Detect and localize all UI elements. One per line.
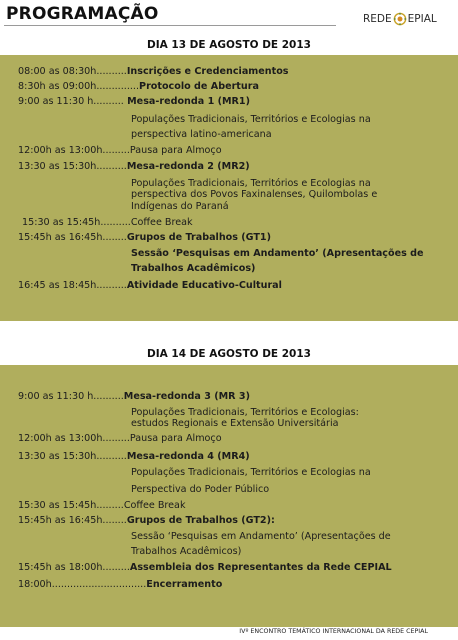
mr3-detail-line: Populações Tradicionais, Territórios e Ecologias:	[131, 407, 359, 418]
schedule-row	[18, 144, 222, 158]
event-footer: IVº ENCONTRO TEMÁTICO INTERNACIONAL DA REDE CEPIAL	[239, 628, 428, 635]
row-activity: Mesa-redonda 4 (MR4)	[126, 451, 250, 462]
schedule-row	[18, 450, 250, 464]
mr2-detail-line: Indígenas do Paraná	[131, 201, 229, 212]
row-time: 15:30 as 15:45h.........	[18, 500, 124, 511]
row-time: 15:45h as 18:00h.........	[18, 562, 130, 573]
day1-schedule-panel	[0, 55, 458, 321]
schedule-row	[18, 80, 259, 94]
day2-date-heading: DIA 14 DE AGOSTO DE 2013	[147, 348, 311, 360]
rede-cepial-logo	[363, 8, 453, 30]
schedule-row	[18, 561, 392, 575]
row-time: 12:00h as 13:00h.........	[18, 145, 130, 156]
row-time: 13:30 as 15:30h..........	[18, 451, 127, 462]
gt2-detail-line: Trabalhos Acadêmicos)	[131, 546, 242, 557]
sun-circle-icon	[393, 12, 407, 26]
schedule-row	[18, 578, 222, 592]
schedule-row	[18, 95, 250, 109]
row-activity: Encerramento	[146, 579, 223, 590]
row-time: 18:00h...............................	[18, 579, 147, 590]
row-activity: Mesa-redonda 1 (MR1)	[123, 96, 250, 107]
mr2-detail-line: perspectiva dos Povos Faxinalenses, Quilombolas e	[131, 189, 378, 200]
row-activity: Protocolo de Abertura	[139, 81, 259, 92]
row-activity: Pausa para Almoço	[129, 145, 222, 156]
schedule-row	[18, 499, 186, 513]
mr1-detail-line: Populações Tradicionais, Territórios e Ecologias na	[131, 114, 371, 125]
row-activity: Assembleia dos Representantes da Rede CEPIAL	[129, 562, 392, 573]
row-time: 8:30h as 09:00h..............	[18, 81, 140, 92]
title-divider	[4, 25, 336, 26]
schedule-row	[18, 160, 250, 174]
row-time: 9:00 as 11:30 h..........	[18, 391, 124, 402]
schedule-row	[18, 514, 275, 528]
gt1-detail-line: Trabalhos Acadêmicos)	[131, 263, 256, 274]
mr1-detail-line: perspectiva latino-americana	[131, 129, 272, 140]
mr4-detail-line: Populações Tradicionais, Territórios e Ecologias na	[131, 467, 371, 478]
schedule-row	[18, 65, 289, 79]
gt2-detail-line: Sessão ‘Pesquisas em Andamento’ (Apresentações de	[131, 531, 391, 542]
logo-text-rede: REDE	[363, 13, 392, 25]
schedule-row	[18, 390, 250, 404]
schedule-row	[18, 432, 222, 446]
row-time: 15:45h as 16:45h........	[18, 515, 127, 526]
logo-text-epial: EPIAL	[407, 13, 437, 25]
row-activity: Atividade Educativo-Cultural	[126, 280, 282, 291]
day1-date-heading: DIA 13 DE AGOSTO DE 2013	[147, 39, 311, 51]
day2-schedule-panel	[0, 365, 458, 627]
row-time: 12:00h as 13:00h.........	[18, 433, 130, 444]
page-title: PROGRAMAÇÃO	[6, 4, 159, 24]
gt1-detail-line: Sessão ‘Pesquisas em Andamento’ (Apresentações de	[131, 248, 424, 259]
row-activity: Inscrições e Credenciamentos	[126, 66, 289, 77]
schedule-row	[22, 216, 193, 230]
row-time: 15:45h as 16:45h........	[18, 232, 127, 243]
mr4-detail-line: Perspectiva do Poder Público	[131, 484, 270, 495]
row-time: 9:00 as 11:30 h..........	[18, 96, 124, 107]
row-activity: Grupos de Trabalhos (GT2):	[126, 515, 275, 526]
mr3-detail-line: estudos Regionais e Extensão Universitária	[131, 418, 339, 429]
row-activity: Mesa-redonda 2 (MR2)	[126, 161, 250, 172]
row-time: 13:30 as 15:30h..........	[18, 161, 127, 172]
row-activity: Pausa para Almoço	[129, 433, 222, 444]
row-time: 08:00 as 08:30h..........	[18, 66, 127, 77]
row-activity: Grupos de Trabalhos (GT1)	[126, 232, 271, 243]
schedule-row	[18, 279, 282, 293]
row-time: 16:45 as 18:45h..........	[18, 280, 127, 291]
schedule-row	[18, 231, 271, 245]
mr2-detail-line: Populações Tradicionais, Territórios e Ecologias na	[131, 178, 371, 189]
row-activity: Mesa-redonda 3 (MR 3)	[123, 391, 250, 402]
row-activity: Coffee Break	[123, 500, 186, 511]
row-activity: Coffee Break	[130, 217, 193, 228]
row-time: 15:30 as 15:45h..........	[22, 217, 131, 228]
